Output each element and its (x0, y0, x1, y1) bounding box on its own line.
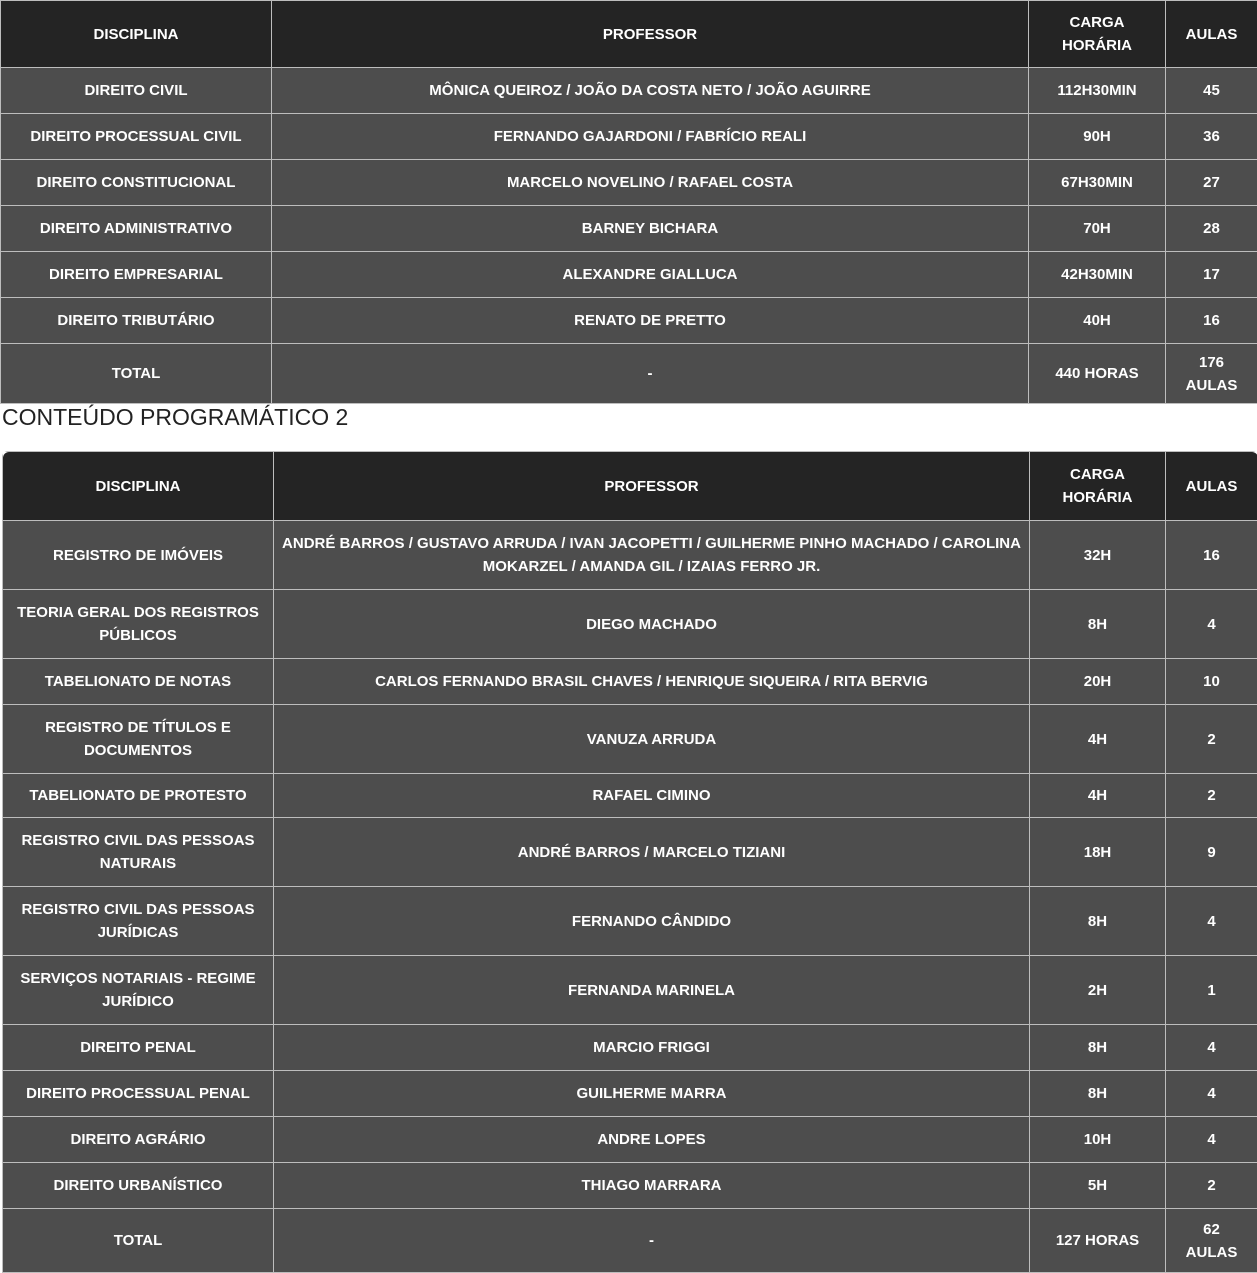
header-carga-horaria (1029, 1, 1166, 68)
carga-horaria-cell: 4H (1030, 705, 1166, 774)
total-label: TOTAL (1, 344, 272, 404)
professor-cell: ANDRE LOPES (274, 1117, 1030, 1163)
table-row (1, 114, 1257, 160)
disciplina-cell: REGISTRO CIVIL DAS PESSOAS NATURAIS (3, 818, 274, 887)
table-row (1, 252, 1257, 298)
disciplina-cell: SERVIÇOS NOTARIAIS - REGIME JURÍDICO (3, 956, 274, 1025)
table-row (1, 68, 1257, 114)
total-aulas-count: 176 (1198, 353, 1225, 371)
aulas-cell: 36 (1166, 114, 1257, 160)
disciplina-cell: TEORIA GERAL DOS REGISTROS PÚBLICOS (3, 590, 274, 659)
header-carga-line1: CARGA (1070, 466, 1125, 483)
carga-horaria-cell: 67H30MIN (1029, 160, 1166, 206)
table-row (3, 818, 1257, 887)
table-row (3, 590, 1257, 659)
carga-horaria-cell: 8H (1030, 1025, 1166, 1071)
aulas-cell: 4 (1166, 1025, 1257, 1071)
table-row (3, 1025, 1257, 1071)
professor-cell: GUILHERME MARRA (274, 1071, 1030, 1117)
header-aulas: AULAS (1166, 452, 1257, 521)
table-row (3, 659, 1257, 705)
professor-cell: DIEGO MACHADO (274, 590, 1030, 659)
disciplina-cell: DIREITO TRIBUTÁRIO (1, 298, 272, 344)
carga-horaria-cell: 42H30MIN (1029, 252, 1166, 298)
table-row (3, 521, 1257, 590)
professor-cell: VANUZA ARRUDA (274, 705, 1030, 774)
disciplina-cell: DIREITO PROCESSUAL PENAL (3, 1071, 274, 1117)
aulas-cell: 2 (1166, 774, 1257, 818)
header-carga-line2: HORÁRIA (1062, 37, 1132, 54)
disciplina-cell: REGISTRO DE IMÓVEIS (3, 521, 274, 590)
header-row (3, 452, 1257, 521)
professor-cell: FERNANDA MARINELA (274, 956, 1030, 1025)
table-row (1, 298, 1257, 344)
disciplina-cell: TABELIONATO DE PROTESTO (3, 774, 274, 818)
section-title: CONTEÚDO PROGRAMÁTICO 2 (2, 404, 349, 430)
course-table-2 (2, 451, 1257, 1273)
carga-horaria-cell: 40H (1029, 298, 1166, 344)
aulas-cell: 16 (1166, 521, 1257, 590)
professor-cell: ANDRÉ BARROS / MARCELO TIZIANI (274, 818, 1030, 887)
aulas-cell: 16 (1166, 298, 1257, 344)
table-row (1, 206, 1257, 252)
total-aulas-count: 62 (1203, 1220, 1220, 1238)
total-professor: - (274, 1209, 1030, 1273)
header-professor: PROFESSOR (272, 1, 1029, 68)
total-aulas-unit: AULAS (1185, 1243, 1238, 1261)
carga-horaria-cell: 5H (1030, 1163, 1166, 1209)
aulas-cell: 4 (1166, 1117, 1257, 1163)
total-aulas-unit: AULAS (1185, 376, 1238, 394)
aulas-cell: 1 (1166, 956, 1257, 1025)
table-row (3, 1071, 1257, 1117)
header-carga-line2: HORÁRIA (1062, 489, 1133, 506)
disciplina-cell: DIREITO CIVIL (1, 68, 272, 114)
disciplina-cell: DIREITO CONSTITUCIONAL (1, 160, 272, 206)
carga-horaria-cell: 18H (1030, 818, 1166, 887)
total-label: TOTAL (3, 1209, 274, 1273)
aulas-cell: 28 (1166, 206, 1257, 252)
professor-cell: MARCIO FRIGGI (274, 1025, 1030, 1071)
professor-cell: MARCELO NOVELINO / RAFAEL COSTA (272, 160, 1029, 206)
carga-horaria-cell: 90H (1029, 114, 1166, 160)
carga-horaria-cell: 8H (1030, 887, 1166, 956)
carga-horaria-cell: 20H (1030, 659, 1166, 705)
professor-cell: RAFAEL CIMINO (274, 774, 1030, 818)
disciplina-cell: TABELIONATO DE NOTAS (3, 659, 274, 705)
disciplina-cell: DIREITO PENAL (3, 1025, 274, 1071)
aulas-cell: 4 (1166, 1071, 1257, 1117)
professor-cell: RENATO DE PRETTO (272, 298, 1029, 344)
carga-horaria-cell: 10H (1030, 1117, 1166, 1163)
table-row (3, 956, 1257, 1025)
professor-cell: ALEXANDRE GIALLUCA (272, 252, 1029, 298)
aulas-cell: 17 (1166, 252, 1257, 298)
total-carga-horaria: 127 HORAS (1030, 1209, 1166, 1273)
disciplina-cell: REGISTRO CIVIL DAS PESSOAS JURÍDICAS (3, 887, 274, 956)
professor-cell: BARNEY BICHARA (272, 206, 1029, 252)
disciplina-cell: DIREITO EMPRESARIAL (1, 252, 272, 298)
carga-horaria-cell: 8H (1030, 1071, 1166, 1117)
header-aulas: AULAS (1166, 1, 1257, 68)
aulas-cell: 4 (1166, 887, 1257, 956)
header-professor: PROFESSOR (274, 452, 1030, 521)
header-row (1, 1, 1257, 68)
total-carga-horaria: 440 HORAS (1029, 344, 1166, 404)
disciplina-cell: REGISTRO DE TÍTULOS E DOCUMENTOS (3, 705, 274, 774)
total-professor: - (272, 344, 1029, 404)
aulas-cell: 9 (1166, 818, 1257, 887)
total-aulas (1166, 344, 1257, 404)
disciplina-cell: DIREITO PROCESSUAL CIVIL (1, 114, 272, 160)
professor-cell: CARLOS FERNANDO BRASIL CHAVES / HENRIQUE SIQUEIRA / RITA BERVIG (274, 659, 1030, 705)
table-row (3, 887, 1257, 956)
table-row (3, 1117, 1257, 1163)
professor-cell: FERNANDO GAJARDONI / FABRÍCIO REALI (272, 114, 1029, 160)
aulas-cell: 2 (1166, 705, 1257, 774)
professor-cell: THIAGO MARRARA (274, 1163, 1030, 1209)
disciplina-cell: DIREITO URBANÍSTICO (3, 1163, 274, 1209)
table-row (3, 705, 1257, 774)
disciplina-cell: DIREITO ADMINISTRATIVO (1, 206, 272, 252)
header-disciplina: DISCIPLINA (1, 1, 272, 68)
table-row (3, 1163, 1257, 1209)
aulas-cell: 27 (1166, 160, 1257, 206)
professor-cell: ANDRÉ BARROS / GUSTAVO ARRUDA / IVAN JACOPETTI / GUILHERME PINHO MACHADO / CAROLINA MOKARZEL / AMANDA GIL / IZAIAS FERRO JR. (274, 521, 1030, 590)
carga-horaria-cell: 8H (1030, 590, 1166, 659)
carga-horaria-cell: 70H (1029, 206, 1166, 252)
carga-horaria-cell: 32H (1030, 521, 1166, 590)
carga-horaria-cell: 4H (1030, 774, 1166, 818)
disciplina-cell: DIREITO AGRÁRIO (3, 1117, 274, 1163)
aulas-cell: 10 (1166, 659, 1257, 705)
professor-cell: FERNANDO CÂNDIDO (274, 887, 1030, 956)
professor-cell: MÔNICA QUEIROZ / JOÃO DA COSTA NETO / JOÃO AGUIRRE (272, 68, 1029, 114)
table-row (1, 160, 1257, 206)
aulas-cell: 45 (1166, 68, 1257, 114)
aulas-cell: 4 (1166, 590, 1257, 659)
course-table-1 (0, 0, 1257, 404)
header-carga-horaria (1030, 452, 1166, 521)
total-row (1, 344, 1257, 404)
header-carga-line1: CARGA (1069, 14, 1125, 31)
total-row (3, 1209, 1257, 1273)
header-disciplina: DISCIPLINA (3, 452, 274, 521)
carga-horaria-cell: 2H (1030, 956, 1166, 1025)
total-aulas (1166, 1209, 1257, 1273)
carga-horaria-cell: 112H30MIN (1029, 68, 1166, 114)
table-row (3, 774, 1257, 818)
aulas-cell: 2 (1166, 1163, 1257, 1209)
